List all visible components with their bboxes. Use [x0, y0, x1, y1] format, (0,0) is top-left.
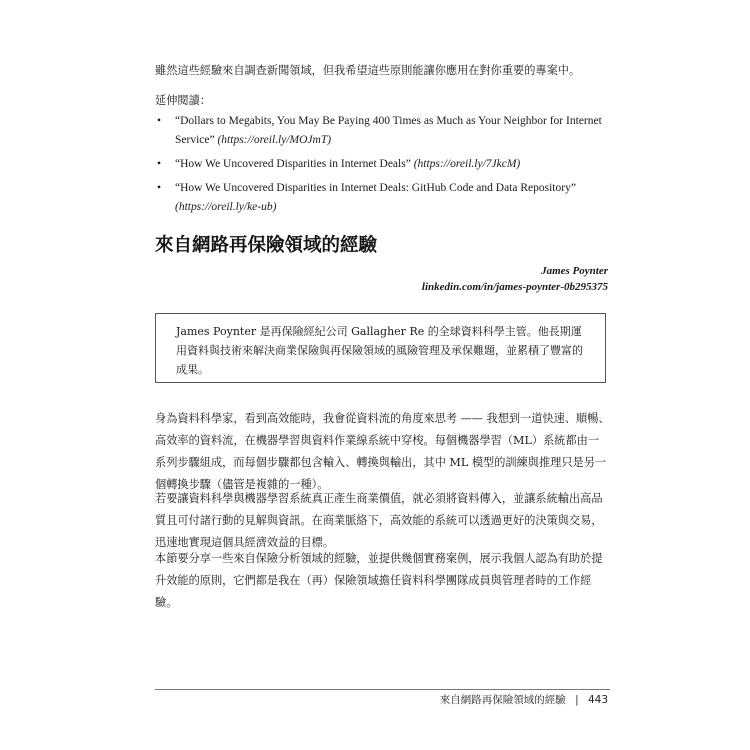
bullet-icon: •	[157, 115, 162, 127]
reference-item	[155, 155, 610, 174]
reference-link[interactable]: (https://oreil.ly/7JkcM)	[413, 158, 521, 170]
page-number: 443	[587, 694, 608, 706]
footer-separator: |	[575, 694, 579, 706]
reference-item	[155, 112, 610, 150]
reference-title: “Dollars to Megabits, You May Be Paying 400 Times as Much as Your Neighbor for Internet Service”	[175, 115, 602, 146]
body-paragraph: 若要讓資料科學與機器學習系統真正產生商業價值，就必須將資料傳入，並讓系統輸出高品質且可付諸行動的見解與資訊。在商業脈絡下，高效能的系統可以透過更好的決策與交易，迅速地實現這個具經濟效益的目標。	[155, 492, 603, 549]
author-byline	[422, 263, 608, 295]
reference-item	[155, 179, 610, 217]
bullet-icon: •	[157, 182, 162, 194]
reference-title: “How We Uncovered Disparities in Internet Deals”	[175, 158, 411, 170]
further-reading-label: 延伸閱讀：	[155, 94, 211, 107]
footer-divider	[155, 689, 610, 690]
author-link[interactable]: linkedin.com/in/james-poynter-0b295375	[421, 281, 608, 293]
intro-paragraph: 雖然這些經驗來自調查新聞領域，但我希望這些原則能讓你應用在對你重要的專案中。	[155, 64, 581, 77]
body-paragraph: 本節要分享一些來自保險分析領域的經驗，並提供幾個實務案例，展示我個人認為有助於提升效能的原則，它們都是我在（再）保險領域擔任資料科學團隊成員與管理者時的工作經驗。	[155, 552, 603, 609]
page-footer	[440, 692, 608, 708]
reference-link[interactable]: (https://oreil.ly/MOJmT)	[217, 134, 332, 146]
reference-link[interactable]: (https://oreil.ly/ke-ub)	[175, 201, 277, 213]
reference-list	[155, 112, 610, 222]
author-bio-box: James Poynter 是再保險經紀公司 Gallagher Re 的全球資料科學主管。他長期運用資料與技術來解決商業保險與再保險領域的風險管理及承保難題，並累積了豐富的成果。	[155, 313, 606, 383]
author-name: James Poynter	[541, 265, 608, 277]
body-paragraph: 身為資料科學家，看到高效能時，我會從資料流的角度來思考 —— 我想到一道快速、順暢、高效率的資料流，在機器學習與資料作業線系統中穿梭。每個機器學習（ML）系統都由一系列步驟組成，而每個步驟都包含輸入、轉換與輸出，其中 ML 模型的訓練與推理只是另一個轉換步驟（儘管是複雜的一種）。	[155, 412, 610, 491]
section-title: 來自網路再保險領域的經驗	[155, 235, 378, 256]
running-title: 來自網路再保險領域的經驗	[439, 694, 566, 706]
bullet-icon: •	[157, 158, 162, 170]
reference-title: “How We Uncovered Disparities in Internet Deals: GitHub Code and Data Repository”	[175, 182, 576, 194]
